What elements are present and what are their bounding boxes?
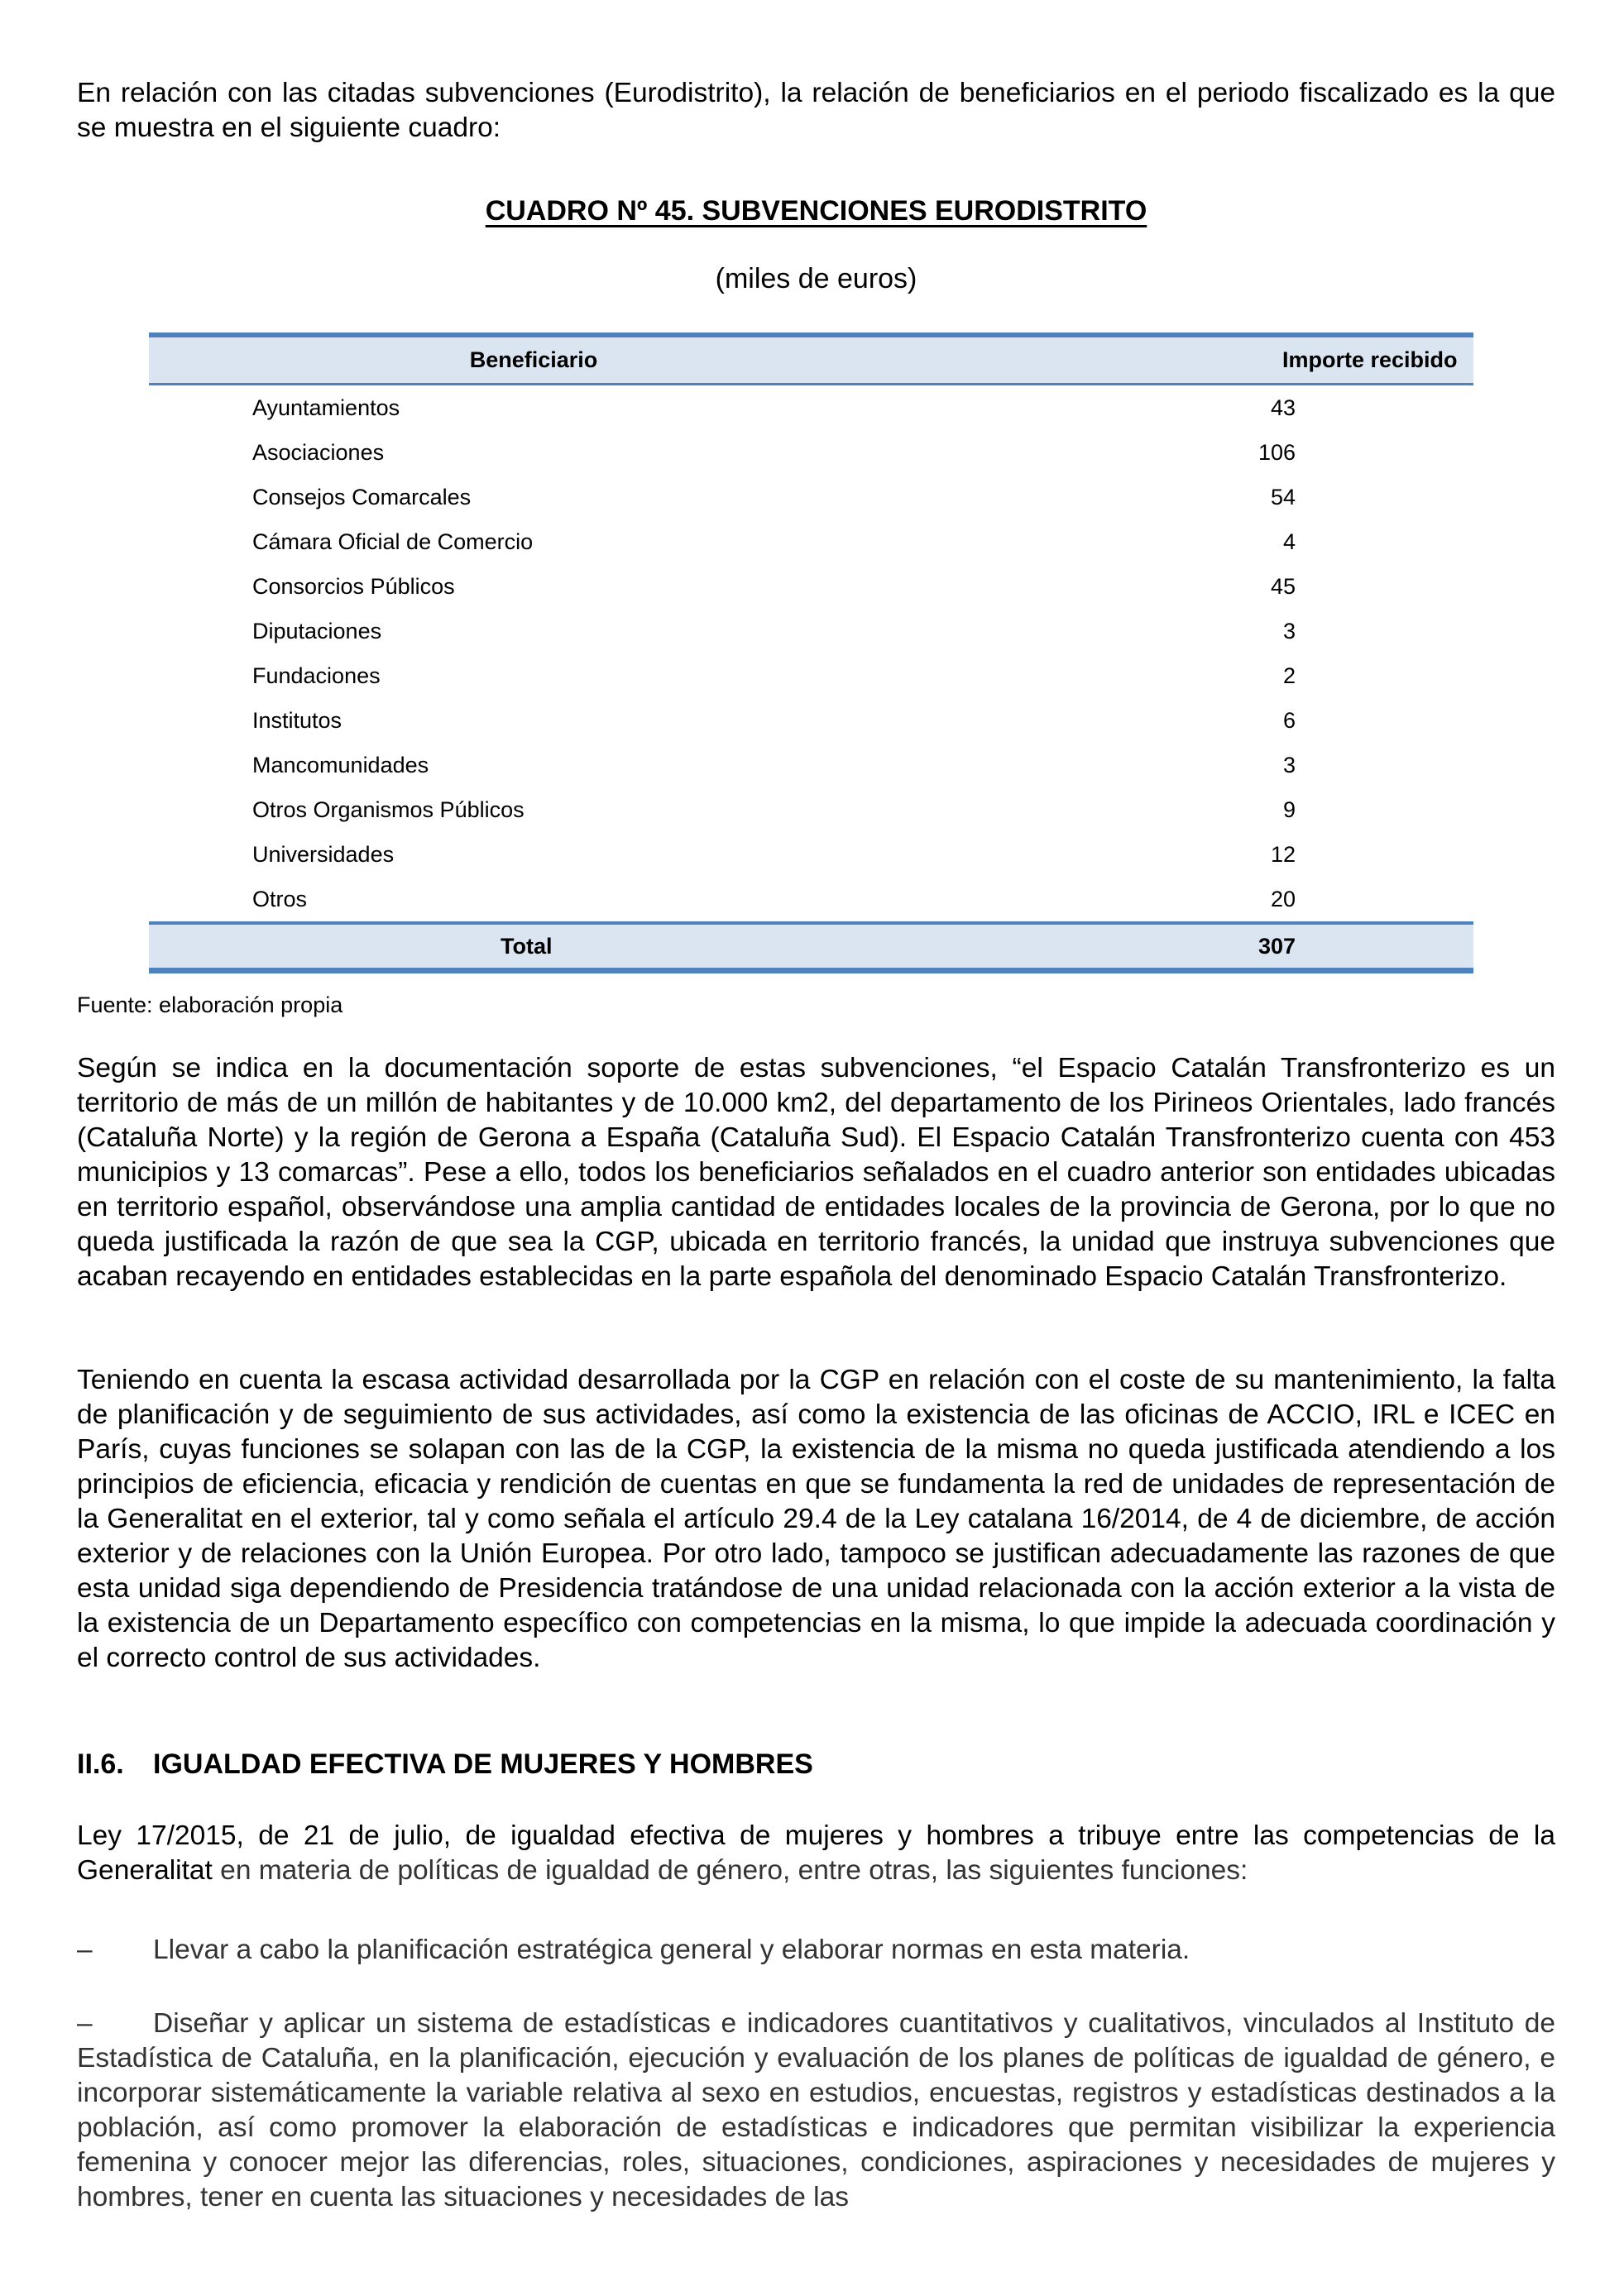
table-source: Fuente: elaboración propia [77,993,343,1017]
beneficiario-cell: Cámara Oficial de Comercio [252,529,534,554]
table-row [149,787,1473,832]
intro-paragraph: En relación con las citadas subvenciones (Eurodistrito), la relación de beneficiarios en el periodo fiscalizado es la que se muestra en el siguiente cuadro: [77,78,1555,143]
importe-cell: 9 [1282,796,1296,822]
table-title: CUADRO Nº 45. SUBVENCIONES EURODISTRITO [485,195,1147,227]
section-heading [77,1748,813,1781]
importe-cell: 3 [1282,618,1296,643]
beneficiario-cell: Universidades [252,841,395,867]
importe-cell: 54 [1270,484,1296,509]
table-total-row [149,921,1473,973]
beneficiario-cell: Diputaciones [252,618,382,643]
importe-cell: 20 [1270,886,1296,911]
total-label: Total [501,933,553,959]
table-row [149,609,1473,653]
beneficiario-cell: Consorcios Públicos [252,573,455,599]
beneficiario-cell: Otros [252,886,308,911]
header-importe: Importe recibido [1282,347,1458,372]
table-units: (miles de euros) [715,263,917,294]
importe-cell: 3 [1282,752,1296,777]
paragraph-cgp-actividad: Teniendo en cuenta la escasa actividad desarrollada por la CGP en relación con el coste de su mantenimiento, la falta de planificación y de seguimiento de sus actividades, así como la existencia de las oficinas de ACCIO, IRL e ICEC en París, cuyas funciones se solapan con las de la CGP, la existencia de la misma no queda justificada atendiendo a los principios de eficiencia, eficacia y rendición de cuentas en que se fundamenta la red de unidades de representación de la Generalitat en el exterior, tal y como señala el artículo 29.4 de la Ley catalana 16/2014, de 4 de diciembre, de acción exterior y de relaciones con la Unión Europea. Por otro lado, tampoco se justifican adecuadamente las razones de que esta unidad siga dependiendo de Presidencia tratándose de una unidad relacionada con la acción exterior a la vista de la existencia de un Departamento específico con competencias en la misma, lo que impide la adecuada coordinación y el correcto control de sus actividades. [77,1365,1555,1673]
table-row [149,475,1473,519]
table-body [149,385,1473,921]
section-number: II.6. [77,1748,124,1780]
subvenciones-table [149,332,1473,973]
table-row [149,877,1473,921]
header-beneficiario: Beneficiario [469,347,598,372]
total-value: 307 [1258,933,1296,959]
table-row [149,743,1473,787]
beneficiario-cell: Fundaciones [252,662,381,688]
table-row [149,519,1473,564]
table-row [149,832,1473,877]
dash-bullet-icon: – [77,1935,93,1965]
beneficiario-cell: Mancomunidades [252,752,429,777]
table-row [149,698,1473,743]
importe-cell: 45 [1270,573,1296,599]
list-item-text: Llevar a cabo la planificación estratégica general y elaborar normas en esta materia. [153,1935,1190,1965]
paragraph-ley-gray: en materia de políticas de igualdad de género, entre otras, las siguientes funciones: [212,1855,1248,1886]
section-title: IGUALDAD EFECTIVA DE MUJERES Y HOMBRES [153,1748,813,1780]
paragraph-ley-dark: Ley 17/2015, de 21 de julio, de igualdad efectiva de mujeres y hombres a tribuye entre las competencias de la Generalitat [77,1820,1555,1886]
importe-cell: 12 [1270,841,1296,867]
table-row [149,385,1473,430]
list-item [77,1933,1555,1968]
beneficiario-cell: Otros Organismos Públicos [252,796,525,822]
list-item [77,2007,1555,2215]
table-row [149,653,1473,698]
beneficiario-cell: Consejos Comarcales [252,484,472,509]
beneficiario-cell: Asociaciones [252,439,385,465]
importe-cell: 2 [1282,662,1296,688]
importe-cell: 6 [1282,707,1296,733]
beneficiario-cell: Institutos [252,707,343,733]
importe-cell: 4 [1282,529,1296,554]
table-row [149,564,1473,609]
importe-cell: 43 [1270,395,1296,420]
paragraph-ley-igualdad [77,1819,1555,1888]
paragraph-espacio-catalan: Según se indica en la documentación soporte de estas subvenciones, “el Espacio Catalán Transfronterizo es un territorio de más de un millón de habitantes y de 10.000 km2, del departamento de los Pirineos Orientales, lado francés (Cataluña Norte) y la región de Gerona a España (Cataluña Sud). El Espacio Catalán Transfronterizo cuenta con 453 municipios y 13 comarcas”. Pese a ello, todos los beneficiarios señalados en el cuadro anterior son entidades ubicadas en territorio español, observándose una amplia cantidad de entidades locales de la provincia de Gerona, por lo que no queda justificada la razón de que sea la CGP, ubicada en territorio francés, la unidad que instruya subvenciones que acaban recayendo en entidades establecidas en la parte española del denominado Espacio Catalán Transfronterizo. [77,1053,1555,1292]
dash-bullet-icon: – [77,2008,93,2039]
table-header [149,332,1473,385]
importe-cell: 106 [1258,439,1296,465]
beneficiario-cell: Ayuntamientos [252,395,400,420]
list-item-text: Diseñar y aplicar un sistema de estadísticas e indicadores cuantitativos y cualitativos, vinculados al Instituto de Estadística de Cataluña, en la planificación, ejecución y evaluación de los planes de políticas de igualdad de género, e incorporar sistemáticamente la variable relativa al sexo en estudios, encuestas, registros y estadísticas destinados a la población, así como promover la elaboración de estadísticas e indicadores que permitan visibilizar la experiencia femenina y conocer mejor las diferencias, roles, situaciones, condiciones, aspiraciones y necesidades de mujeres y hombres, tener en cuenta las situaciones y necesidades de las [77,2008,1555,2212]
table-row [149,430,1473,475]
